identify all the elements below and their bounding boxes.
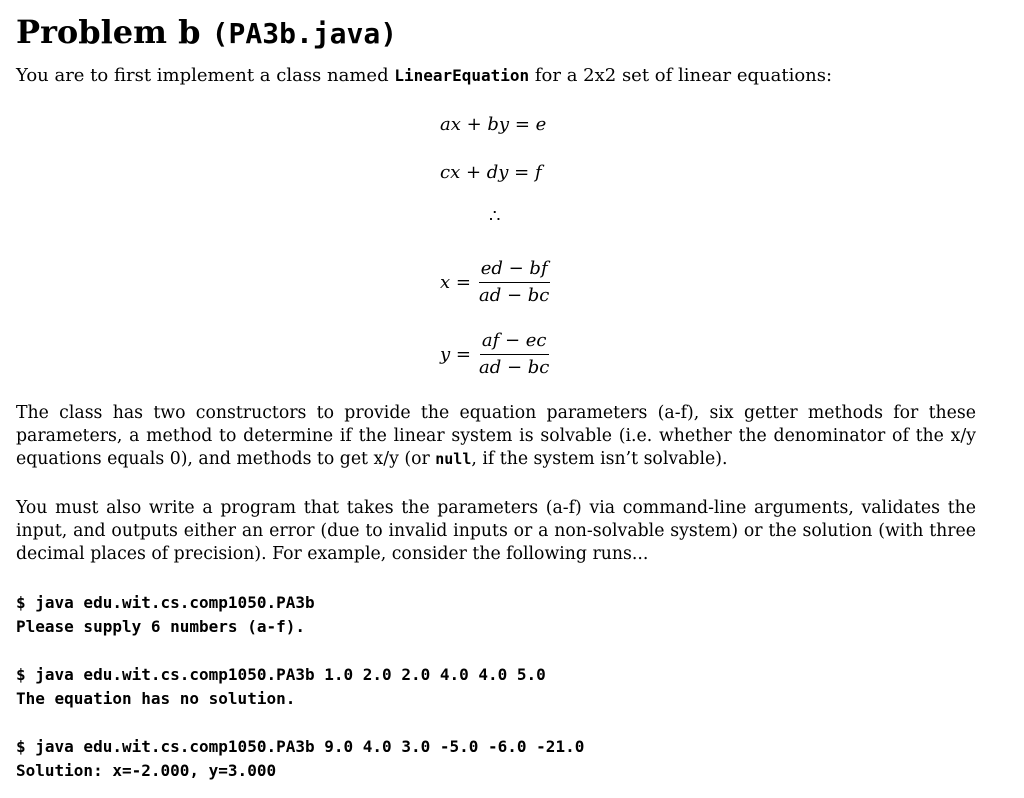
x-solution-formula [440,258,551,307]
run-output: Please supply 6 numbers (a-f). [16,617,305,636]
equation-2: cx + dy = f [440,162,542,183]
example-run [16,663,546,711]
null-code: null [435,450,472,468]
run-command: $ java edu.wit.cs.comp1050.PA3b 1.0 2.0 2.0 4.0 4.0 5.0 [16,665,546,684]
x-denominator: ad − bc [478,285,550,306]
problem-heading [16,12,397,54]
description-paragraph [16,402,976,471]
x-numerator: ed − bf [479,258,550,283]
run-command: $ java edu.wit.cs.comp1050.PA3b 9.0 4.0 3.0 -5.0 -6.0 -21.0 [16,737,585,756]
run-output: The equation has no solution. [16,689,296,708]
run-command: $ java edu.wit.cs.comp1050.PA3b [16,593,315,612]
y-solution-formula [440,330,551,379]
para1-before: The class has two constructors to provide the equation parameters (a-f), six getter methods for these parameters, a method to determine if the linear system is solvable (i.e. whether the denominator of the x/y equations equals 0), and methods to get x/y (or [16,403,976,469]
intro-paragraph [16,64,976,88]
y-denominator: ad − bc [478,357,550,378]
class-name-code: LinearEquation [394,66,530,85]
therefore-symbol: ∴ [489,206,501,227]
run-output: Solution: x=-2.000, y=3.000 [16,761,277,780]
intro-after: for a 2x2 set of linear equations: [529,65,833,86]
heading-text: Problem b [16,13,201,51]
y-numerator: af − ec [480,330,549,355]
x-lhs: x = [440,272,471,293]
para1-after: , if the system isn’t solvable). [471,449,728,469]
equation-1: ax + by = e [440,114,547,135]
heading-file: (PA3b.java) [211,17,398,50]
example-run [16,591,315,639]
example-run [16,735,584,783]
intro-before: You are to first implement a class named [16,65,395,86]
y-lhs: y = [440,344,471,365]
program-paragraph: You must also write a program that takes the parameters (a-f) via command-line arguments, validates the input, and outputs either an error (due to invalid inputs or a non-solvable system) or the solution (with three decimal places of precision). For example, consider the following runs... [16,498,976,564]
